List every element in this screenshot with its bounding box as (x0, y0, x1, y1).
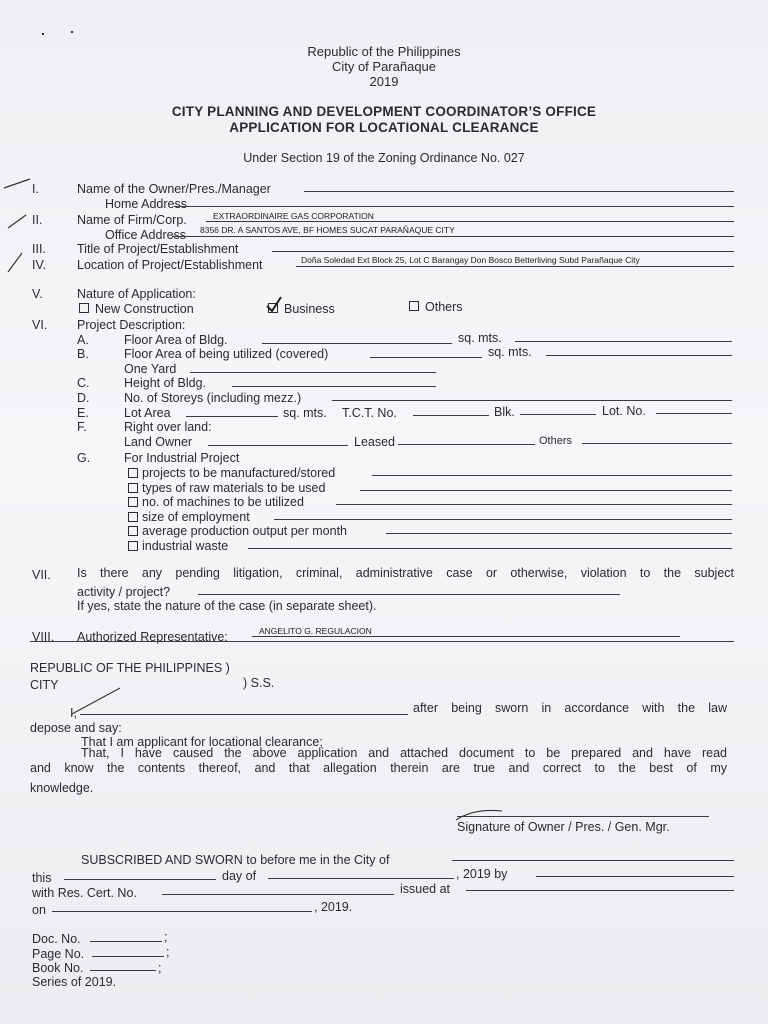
jurat-issued-field[interactable] (466, 890, 734, 891)
others-land-label: Others (539, 435, 573, 447)
lot-area-field[interactable] (186, 416, 278, 417)
floor-utilized-extra-field[interactable] (546, 355, 732, 356)
lot-area-label: Lot Area (124, 406, 171, 420)
sec8-num: VIII. (32, 630, 55, 644)
others-checkbox[interactable] (409, 301, 419, 311)
speck (71, 31, 73, 33)
leased-label: Leased (354, 435, 396, 449)
item-b-letter: B. (77, 347, 89, 361)
industrial-field[interactable] (360, 490, 732, 491)
leased-field[interactable] (398, 444, 535, 445)
oath-republic: REPUBLIC OF THE PHILIPPINES ) (30, 661, 230, 675)
litigation-question-cont: activity / project? (77, 585, 171, 599)
industrial-field[interactable] (274, 519, 732, 520)
page-no-label: Page No. (32, 947, 85, 961)
item-f-letter: F. (77, 420, 87, 434)
sec1-num: I. (32, 182, 39, 196)
industrial-checkbox[interactable] (128, 497, 138, 507)
floor-area-field[interactable] (262, 343, 452, 344)
new-construction-checkbox[interactable] (79, 303, 89, 313)
item-d-letter: D. (77, 391, 90, 405)
jurat-res-cert: with Res. Cert. No. (32, 886, 137, 900)
land-owner-label: Land Owner (124, 435, 193, 449)
floor-area-label: Floor Area of Bldg. (124, 333, 228, 347)
check-icon (264, 296, 284, 314)
others-land-field[interactable] (582, 443, 732, 444)
floor-utilized-field[interactable] (370, 357, 482, 358)
authorized-rep-label: Authorized Representative: (77, 630, 228, 644)
home-address-field[interactable] (174, 206, 734, 207)
sec7-num: VII. (32, 568, 51, 582)
owner-name-field[interactable] (304, 191, 734, 192)
header-city: City of Parañaque (331, 59, 437, 74)
business-label: Business (284, 302, 335, 316)
signature-label: Signature of Owner / Pres. / Gen. Mgr. (457, 820, 670, 834)
oath-ss: ) S.S. (243, 676, 275, 690)
tct-field[interactable] (413, 415, 489, 416)
industrial-item: types of raw materials to be used (142, 481, 326, 495)
header-republic: Republic of the Philippines (307, 44, 461, 59)
pen-marks (0, 175, 80, 275)
industrial-item: industrial waste (142, 539, 229, 553)
project-location-field[interactable] (296, 266, 734, 267)
oath-para1: That I am applicant for locational clearance; (81, 735, 323, 749)
lot-area-unit: sq. mts. (283, 406, 327, 420)
office-address-value: 8356 DR. A SANTOS AVE, BF HOMES SUCAT PARAÑAQUE CITY (200, 225, 455, 235)
affiant-name-field[interactable] (80, 714, 408, 715)
litigation-question: Is there any pending litigation, criminal, administrative case or otherwise, violation to the subject (77, 566, 734, 580)
office-address-label: Office Address (105, 228, 187, 242)
industrial-field[interactable] (386, 533, 732, 534)
item-c-letter: C. (77, 376, 90, 390)
jurat-issued-at: issued at (400, 882, 451, 896)
firm-name-label: Name of Firm/Corp. (77, 213, 187, 227)
jurat-city-field[interactable] (452, 860, 734, 861)
item-a-letter: A. (77, 333, 89, 347)
project-location-label: Location of Project/Establishment (77, 258, 263, 272)
lot-no-label: Lot. No. (602, 404, 646, 418)
speck (42, 33, 44, 35)
industrial-checkbox[interactable] (128, 483, 138, 493)
item-e-letter: E. (77, 406, 89, 420)
office-address-field[interactable] (172, 236, 734, 237)
signature-field[interactable] (457, 816, 709, 817)
sec3-num: III. (32, 242, 46, 256)
right-over-land-label: Right over land: (124, 420, 212, 434)
home-address-label: Home Address (105, 197, 187, 211)
jurat-by-field[interactable] (536, 876, 734, 877)
jurat-res-cert-field[interactable] (162, 894, 394, 895)
application-title: APPLICATION FOR LOCATIONAL CLEARANCE (229, 120, 539, 135)
land-owner-field[interactable] (208, 445, 348, 446)
industrial-item: size of employment (142, 510, 250, 524)
litigation-field[interactable] (198, 594, 620, 595)
office-title: CITY PLANNING AND DEVELOPMENT COORDINATOR’S OFFICE (171, 104, 597, 119)
height-label: Height of Bldg. (124, 376, 206, 390)
page-no-field[interactable] (92, 956, 164, 957)
jurat-on: on (32, 903, 46, 917)
one-yard-field[interactable] (190, 372, 436, 373)
authorized-rep-field[interactable] (252, 636, 680, 637)
header-year: 2019 (369, 74, 399, 89)
firm-name-field[interactable] (206, 221, 734, 222)
sec6-num: VI. (32, 318, 48, 332)
jurat-year: , 2019 by (456, 867, 508, 881)
ordinance-subtitle: Under Section 19 of the Zoning Ordinance No. 027 (243, 151, 525, 165)
oath-depose: depose and say: (30, 721, 122, 735)
industrial-item: projects to be manufactured/stored (142, 466, 336, 480)
industrial-checkbox[interactable] (128, 512, 138, 522)
jurat-line1: SUBSCRIBED AND SWORN to before me in the City of (81, 853, 390, 867)
project-description-label: Project Description: (77, 318, 186, 332)
floor-utilized-unit: sq. mts. (488, 345, 532, 359)
page-no-semicolon: ; (166, 945, 170, 959)
storeys-field[interactable] (332, 400, 732, 401)
industrial-project-label: For Industrial Project (124, 451, 240, 465)
series-label: Series of 2019. (32, 975, 117, 989)
new-construction-label: New Construction (95, 302, 194, 316)
oath-sworn-text: after being sworn in accordance with the law (413, 701, 727, 715)
jurat-day-of: day of (222, 869, 257, 883)
tct-label: T.C.T. No. (342, 406, 397, 420)
doc-no-label: Doc. No. (32, 932, 81, 946)
nature-label: Nature of Application: (77, 287, 196, 301)
lot-no-field[interactable] (656, 413, 732, 414)
doc-no-semicolon: ; (164, 930, 168, 944)
item-g-letter: G. (77, 451, 91, 465)
industrial-item: average production output per month (142, 524, 347, 538)
oath-para2-line1: That, I have caused the above application and attached document to be prepared and have read (81, 746, 727, 760)
oath-i: I, (70, 706, 77, 720)
others-label: Others (425, 300, 463, 314)
blk-label: Blk. (494, 405, 515, 419)
project-title-field[interactable] (272, 251, 734, 252)
jurat-this: this (32, 871, 52, 885)
industrial-item: no. of machines to be utilized (142, 495, 304, 509)
industrial-checkbox[interactable] (128, 468, 138, 478)
industrial-field[interactable] (336, 504, 732, 505)
book-no-label: Book No. (32, 961, 84, 975)
doc-no-field[interactable] (90, 941, 162, 942)
owner-name-label: Name of the Owner/Pres./Manager (77, 182, 271, 196)
project-location-value: Doña Soledad Ext Block 25, Lot C Barangay Don Bosco Betterliving Subd Parañaque City (301, 255, 640, 265)
jurat-day-field[interactable] (64, 879, 216, 880)
industrial-checkbox[interactable] (128, 541, 138, 551)
industrial-field[interactable] (372, 475, 732, 476)
industrial-checkbox[interactable] (128, 526, 138, 536)
pen-mark (68, 686, 128, 716)
book-no-semicolon: ; (158, 961, 162, 975)
industrial-field[interactable] (248, 548, 732, 549)
oath-para2-line2: and know the contents thereof, and that allegation therein are true and correct to the best of my (30, 761, 727, 775)
firm-name-value: EXTRAORDINAIRE GAS CORPORATION (213, 211, 374, 221)
jurat-on-field[interactable] (52, 911, 312, 912)
jurat-on-year: , 2019. (314, 900, 353, 914)
floor-utilized-label: Floor Area of being utilized (covered) (124, 347, 329, 361)
height-field[interactable] (232, 386, 436, 387)
project-title-label: Title of Project/Establishment (77, 242, 239, 256)
book-no-field[interactable] (90, 970, 156, 971)
one-yard-label: One Yard (124, 362, 177, 376)
oath-para2-line3: knowledge. (30, 781, 94, 795)
section-divider (30, 641, 734, 642)
authorized-rep-value: ANGELITO G. REGULACION (259, 626, 372, 636)
sec4-num: IV. (32, 258, 47, 272)
floor-area-extra-field[interactable] (515, 341, 732, 342)
litigation-note: If yes, state the nature of the case (in separate sheet). (77, 599, 377, 613)
blk-field[interactable] (520, 414, 596, 415)
sec5-num: V. (32, 287, 43, 301)
jurat-month-field[interactable] (268, 878, 454, 879)
floor-area-unit: sq. mts. (458, 331, 502, 345)
sec2-num: II. (32, 213, 43, 227)
storeys-label: No. of Storeys (including mezz.) (124, 391, 302, 405)
oath-city: CITY (30, 678, 59, 692)
